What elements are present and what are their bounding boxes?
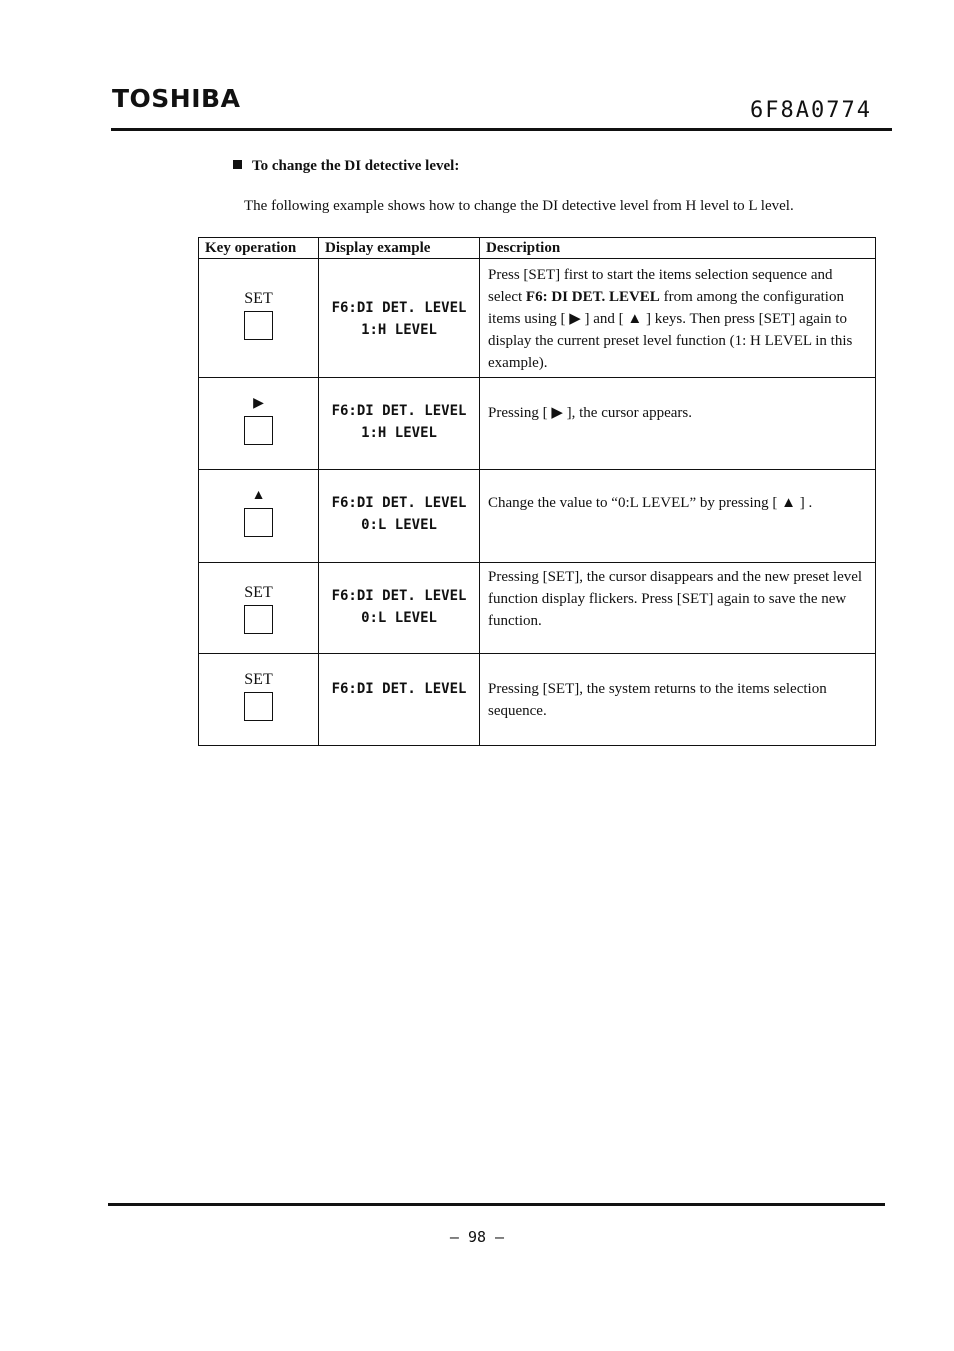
column-header-description: Description: [480, 238, 876, 259]
display-example-cell: [319, 563, 480, 654]
display-line-1: F6:DI DET. LEVEL: [331, 681, 467, 697]
display-example-cell: [319, 470, 480, 563]
display-line-2: 0:L LEVEL: [361, 610, 437, 626]
section-heading: [233, 158, 459, 175]
display-line-2: 0:L LEVEL: [361, 517, 437, 533]
key-operation-cell: [199, 470, 319, 563]
document-number: 6F8A0774: [750, 98, 872, 123]
description-cell: [480, 378, 876, 470]
up-key-icon: [244, 508, 273, 537]
operation-table: [198, 237, 876, 746]
footer-rule: [108, 1203, 885, 1206]
display-line-2: 1:H LEVEL: [361, 425, 437, 441]
description-text-cont: from among the configuration items using [ ▶ ] and [ ▲ ] keys. Then press [SET] again to display the current preset level function (1: H LEVEL in this example).: [488, 289, 853, 371]
display-line-1: F6:DI DET. LEVEL: [331, 588, 467, 604]
display-example-cell: [319, 378, 480, 470]
display-line-2: 1:H LEVEL: [361, 322, 437, 338]
up-arrow-icon: ▲: [251, 488, 266, 503]
table-header-row: [199, 238, 876, 259]
description-cell: [480, 470, 876, 563]
table-row: [199, 654, 876, 746]
set-key-icon: [244, 311, 273, 340]
description-text: Pressing [SET], the cursor disappears and the new preset level function display flickers. Press [SET] again to save the new function.: [488, 569, 863, 629]
display-example-cell: [319, 259, 480, 378]
description-item-name: F6: DI DET. LEVEL: [525, 289, 660, 305]
table-row: [199, 259, 876, 378]
intro-text: The following example shows how to change the DI detective level from H level to L level.: [244, 198, 794, 214]
section-title: To change the DI detective level:: [252, 158, 460, 174]
description-text: Press [SET] first to start the items selection sequence and select: [488, 267, 833, 305]
key-operation-cell: [199, 654, 319, 746]
column-header-key-operation: Key operation: [199, 238, 319, 259]
key-label: SET: [244, 290, 273, 307]
description-cell: [480, 563, 876, 654]
key-label: SET: [244, 584, 273, 601]
table-row: [199, 378, 876, 470]
set-key-icon: [244, 605, 273, 634]
key-operation-cell: [199, 259, 319, 378]
table-row: [199, 563, 876, 654]
description-text: Pressing [SET], the system returns to the items selection sequence.: [488, 681, 827, 719]
description-cell: [480, 654, 876, 746]
bullet-square-icon: [233, 160, 242, 169]
key-label: SET: [244, 671, 273, 688]
table-row: [199, 470, 876, 563]
description-text: Change the value to “0:L LEVEL” by pressing [ ▲ ] .: [488, 495, 813, 511]
description-cell: [480, 259, 876, 378]
brand-logo: TOSHIBA: [112, 84, 241, 113]
key-operation-cell: [199, 378, 319, 470]
set-key-icon: [244, 692, 273, 721]
right-key-icon: [244, 416, 273, 445]
right-arrow-icon: ▶: [253, 396, 264, 411]
column-header-display-example: Display example: [319, 238, 480, 259]
display-example-cell: [319, 654, 480, 746]
description-text: Pressing [ ▶ ], the cursor appears.: [488, 405, 692, 421]
display-line-1: F6:DI DET. LEVEL: [331, 403, 467, 419]
display-line-1: F6:DI DET. LEVEL: [331, 300, 467, 316]
header-rule: [111, 128, 892, 131]
key-operation-cell: [199, 563, 319, 654]
page-number: – 98 –: [449, 1228, 505, 1246]
display-line-1: F6:DI DET. LEVEL: [331, 495, 467, 511]
